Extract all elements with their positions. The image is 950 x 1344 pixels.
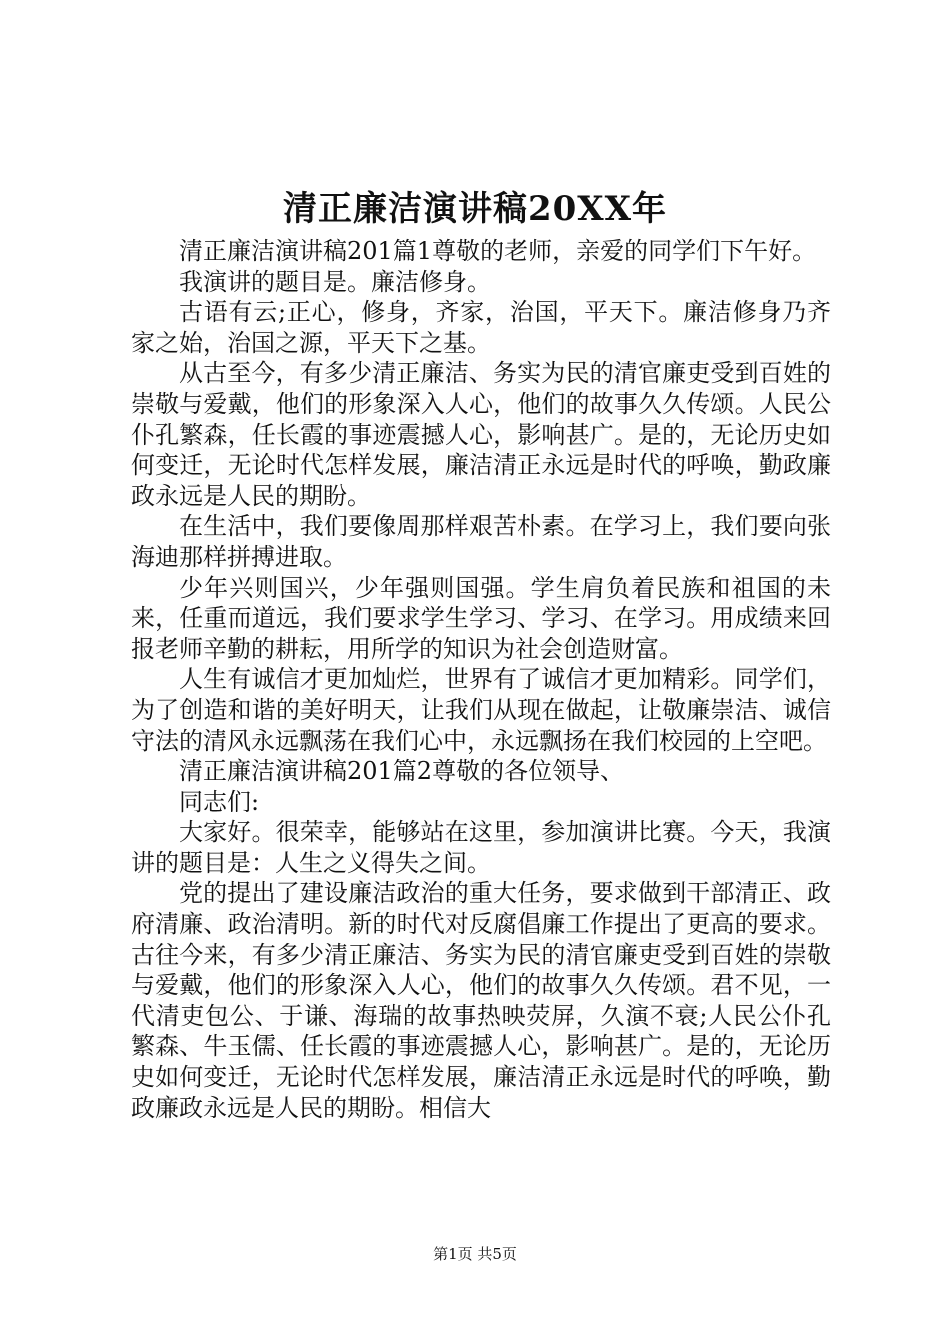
paragraph: 人生有诚信才更加灿烂，世界有了诚信才更加精彩。同学们，为了创造和谐的美好明天，让我们从现在做起，让敬廉崇洁、诚信守法的清风永远飘荡在我们心中，永远飘扬在我们校园的上空吧。 — [131, 665, 831, 755]
paragraph: 同志们: — [179, 787, 260, 816]
paragraph: 我演讲的题目是。廉洁修身。 — [179, 267, 491, 296]
paragraph: 从古至今，有多少清正廉洁、务实为民的清官廉吏受到百姓的崇敬与爱戴，他们的形象深入人心，他们的故事久久传颂。人民公仆孔繁森，任长霞的事迹震撼人心，影响甚广。是的，无论历史如何变迁，无论时代怎样发展，廉洁清正永远是时代的呼唤，勤政廉政永远是人民的期盼。 — [131, 359, 831, 510]
paragraph: 古语有云;正心，修身，齐家，治国，平天下。廉洁修身乃齐家之始，治国之源，平天下之基。 — [131, 298, 831, 357]
paragraph: 在生活中，我们要像周那样艰苦朴素。在学习上，我们要向张海迪那样拼搏进取。 — [131, 512, 831, 571]
page-number-footer: 第1页 共5页 — [433, 1245, 517, 1263]
paragraph: 清正廉洁演讲稿201篇1尊敬的老师，亲爱的同学们下午好。 — [179, 237, 817, 265]
paragraph: 大家好。很荣幸，能够站在这里，参加演讲比赛。今天，我演讲的题目是：人生之义得失之间。 — [131, 818, 831, 877]
paragraph: 清正廉洁演讲稿201篇2尊敬的各位领导、 — [179, 757, 625, 786]
document-title: 清正廉洁演讲稿20XX年 — [282, 189, 668, 229]
paragraph: 少年兴则国兴，少年强则国强。学生肩负着民族和祖国的未来，任重而道远，我们要求学生学习、学习、在学习。用成绩来回报老师辛勤的耕耘，用所学的知识为社会创造财富。 — [131, 573, 831, 663]
document-body — [131, 236, 831, 1123]
paragraph: 党的提出了建设廉洁政治的重大任务，要求做到干部清正、政府清廉、政治清明。新的时代对反腐倡廉工作提出了更高的要求。古往今来，有多少清正廉洁、务实为民的清官廉吏受到百姓的崇敬与爱戴，他们的形象深入人心，他们的故事久久传颂。君不见，一代清吏包公、于谦、海瑞的故事热映荧屏，久演不衰;人民公仆孔繁森、牛玉儒、任长霞的事迹震撼人心，影响甚广。是的，无论历史如何变迁，无论时代怎样发展，廉洁清正永远是时代的呼唤，勤政廉政永远是人民的期盼。相信大 — [131, 879, 831, 1122]
